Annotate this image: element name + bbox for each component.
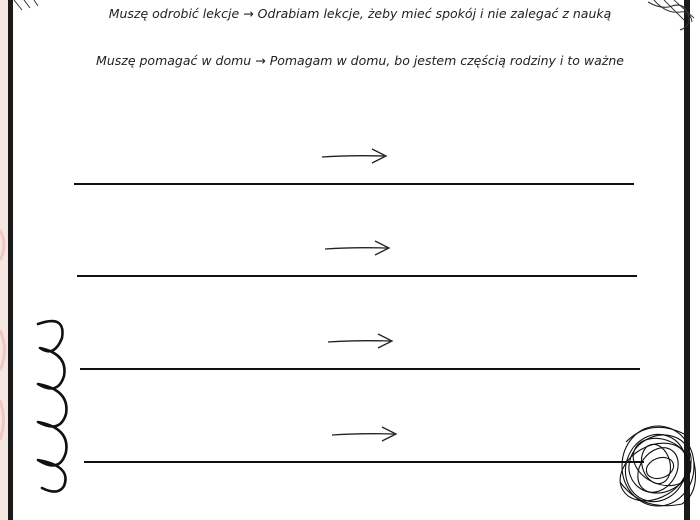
example-after: Odrabiam lekcje, żeby mieć spokój i nie zalegać z nauką (257, 6, 612, 21)
hand-drawn-arrow-icon (326, 330, 396, 352)
writing-row-1 (74, 145, 634, 185)
writing-row-2 (77, 237, 637, 277)
answer-line[interactable] (74, 183, 634, 185)
hand-drawn-arrow-icon (323, 237, 393, 259)
answer-line[interactable] (84, 461, 644, 463)
example-after: Pomagam w domu, bo jestem częścią rodziny i to ważne (269, 53, 624, 68)
hand-drawn-arrow-icon (320, 145, 390, 167)
answer-line[interactable] (77, 275, 637, 277)
squiggle-doodle-icon (28, 318, 74, 496)
example-arrow: → (243, 6, 254, 21)
answer-line[interactable] (80, 368, 640, 370)
example-sentence-1 (40, 6, 680, 21)
example-before: Muszę pomagać w domu (96, 53, 252, 68)
hand-drawn-arrow-icon (330, 423, 400, 445)
example-sentence-2 (40, 53, 680, 68)
scribble-ball-icon (612, 412, 700, 520)
frame-border-left (8, 0, 13, 520)
example-before: Muszę odrobić lekcje (108, 6, 240, 21)
writing-row-4 (84, 423, 644, 463)
example-arrow: → (255, 53, 266, 68)
writing-row-3 (80, 330, 640, 370)
